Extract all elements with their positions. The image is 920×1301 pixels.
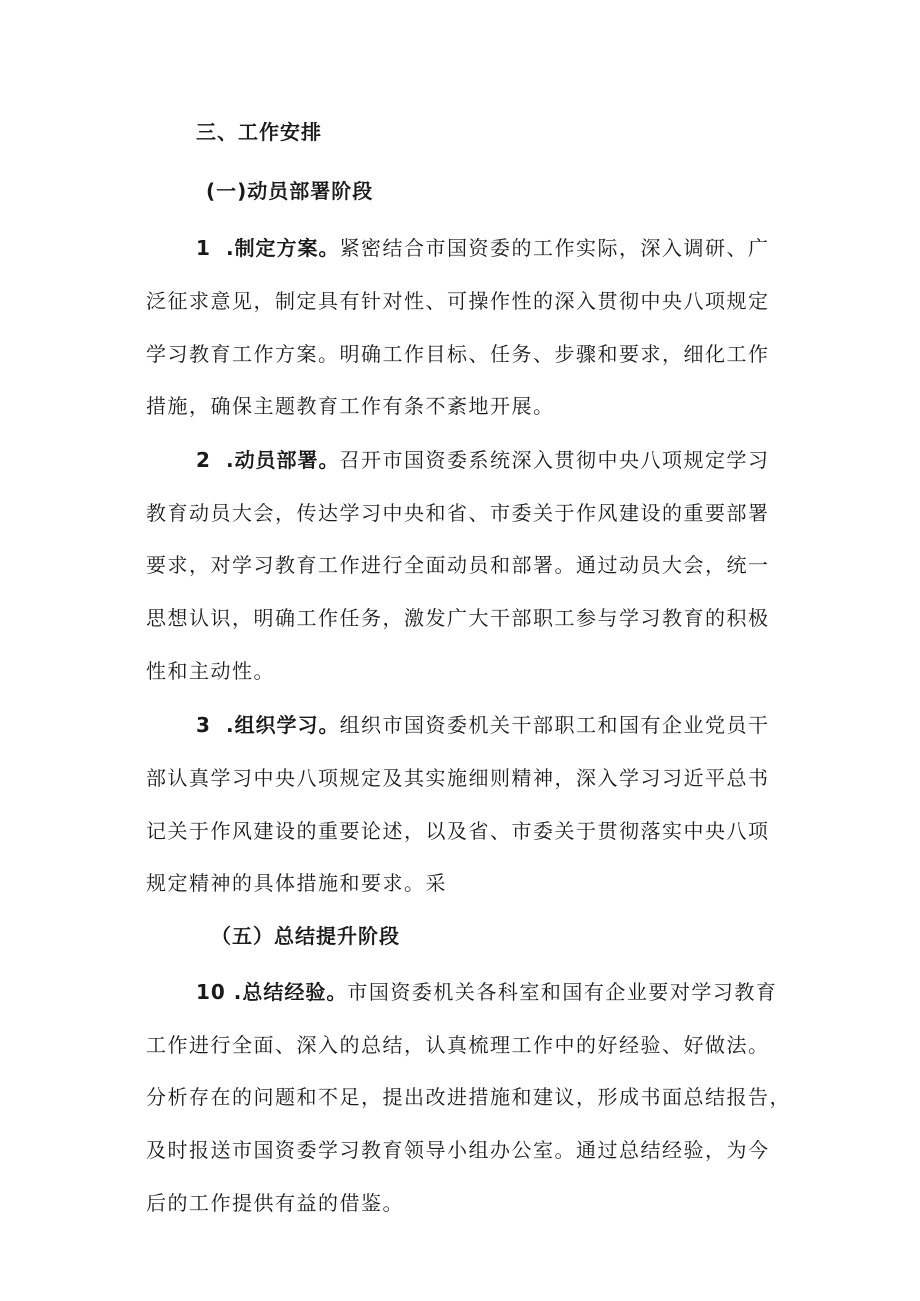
stage-heading-mobilization: (一)动员部署阶段 [206,179,374,203]
paragraph-1-first-line [196,234,770,262]
item-number: 1 [196,236,211,260]
paragraph-text: 召开市国资委系统深入贯彻中央八项规定学习 [339,448,770,472]
item-title: 动员部署。 [234,448,340,472]
paragraph-3-line: 规定精神的具体措施和要求。采 [146,871,447,895]
item-number: 2 [196,448,211,472]
section-heading: 三、工作安排 [196,120,322,144]
item-number: 3 [196,713,211,737]
paragraph-3-line: 记关于作风建设的重要论述，以及省、市委关于贯彻落实中央八项 [146,819,770,843]
item-number-dot: . [218,713,235,737]
paragraph-2-line: 教育动员大会，传达学习中央和省、市委关于作风建设的重要部署 [146,501,770,525]
item-title: 组织学习。 [234,713,340,737]
paragraph-1-line: 学习教育工作方案。明确工作目标、任务、步骤和要求，细化工作 [146,342,770,366]
paragraph-10-first-line [196,978,777,1006]
paragraph-2-line: 性和主动性。 [146,659,275,683]
item-number-dot: . [218,448,235,472]
paragraph-10-line: 工作进行全面、深入的总结，认真梳理工作中的好经验、好做法。 [146,1033,770,1057]
item-number-dot: . [218,236,235,260]
paragraph-3-first-line [196,711,770,739]
paragraph-10-line: 分析存在的问题和不足，提出改进措施和建议，形成书面总结报告， [146,1085,791,1109]
paragraph-3-line: 部认真学习中央八项规定及其实施细则精神，深入学习习近平总书 [146,766,770,790]
paragraph-text: 市国资委机关各科室和国有企业要对学习教育 [347,980,778,1004]
stage-heading-summary: （五）总结提升阶段 [211,924,400,948]
paragraph-2-first-line [196,446,770,474]
item-title: 制定方案。 [234,236,340,260]
paragraph-1-line: 措施，确保主题教育工作有条不紊地开展。 [146,394,555,418]
item-number-dot: . [225,980,243,1004]
paragraph-10-line: 及时报送市国资委学习教育领导小组办公室。通过总结经验，为今 [146,1138,770,1162]
paragraph-1-line: 泛征求意见，制定具有针对性、可操作性的深入贯彻中央八项规定 [146,289,770,313]
item-number: 10 [196,980,226,1004]
paragraph-text: 组织市国资委机关干部职工和国有企业党员干 [339,713,770,737]
paragraph-2-line: 要求，对学习教育工作进行全面动员和部署。通过动员大会，统一 [146,553,770,577]
paragraph-10-line: 后的工作提供有益的借鉴。 [146,1191,404,1215]
paragraph-2-line: 思想认识，明确工作任务，激发广大干部职工参与学习教育的积极 [146,606,770,630]
item-title: 总结经验。 [242,980,348,1004]
paragraph-text: 紧密结合市国资委的工作实际，深入调研、广 [339,236,770,260]
